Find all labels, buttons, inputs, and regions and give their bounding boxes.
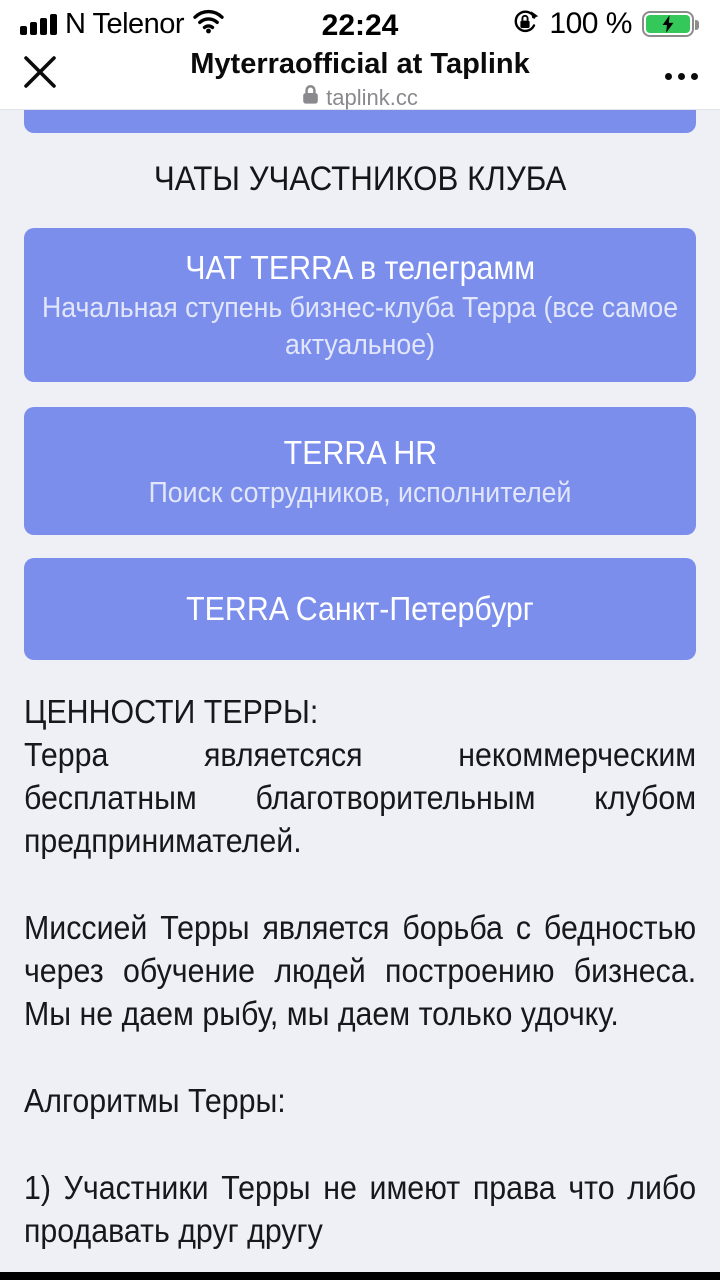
wifi-icon [192, 9, 225, 39]
status-bar-right [511, 7, 700, 41]
menu-button[interactable] [646, 62, 698, 90]
webview-content [0, 110, 720, 1280]
chat-button-terra-telegram[interactable] [24, 228, 696, 382]
values-heading: ЦЕННОСТИ ТЕРРЫ: [24, 693, 319, 730]
section-heading: ЧАТЫ УЧАСТНИКОВ КЛУБА [153, 160, 567, 198]
chat-button-terra-hr[interactable] [24, 407, 696, 535]
browser-header [0, 48, 720, 110]
chat-button-cutoff[interactable] [24, 110, 696, 133]
page-title: Myterraofficial at Taplink [190, 48, 530, 80]
chat-button-title: TERRA HR [283, 433, 437, 471]
orientation-lock-icon [511, 8, 539, 41]
carrier-label: N Telenor [65, 7, 185, 40]
values-paragraph: Терра являетсяся некоммерческим бесплатным благотворительным клубом предпринимателей. [24, 736, 697, 859]
ellipsis-icon [665, 73, 672, 80]
mission-paragraph: Миссией Терры является борьба с бедностью через обучение людей построению бизнеса. Мы не даем рыбу, мы даем только удочку. [24, 909, 697, 1032]
algorithms-item-1: 1) Участники Терры не имеют права что либо продавать друг другу [24, 1169, 697, 1249]
battery-charging-icon [642, 11, 694, 37]
bottom-edge-bar [0, 1272, 720, 1280]
chat-button-terra-spb[interactable] [24, 558, 696, 660]
algorithms-heading: Алгоритмы Терры: [24, 1082, 286, 1119]
clock: 22:24 [321, 9, 399, 42]
chat-button-title: ЧАТ TERRA в телеграмм [185, 249, 535, 286]
url-row [0, 84, 720, 111]
cellular-signal-icon [20, 13, 57, 35]
status-bar [0, 0, 720, 48]
chat-button-subtitle: Начальная ступень бизнес-клуба Терра (все самое актуальное) [41, 292, 679, 361]
status-bar-left [20, 8, 225, 41]
url-label: taplink.cc [326, 84, 418, 110]
chat-button-title: TERRA Санкт-Петербург [186, 590, 534, 627]
chat-button-subtitle: Поиск сотрудников, исполнителей [148, 476, 572, 509]
lock-icon [302, 84, 319, 111]
battery-percent-label: 100 % [549, 7, 632, 40]
about-text [24, 690, 696, 1252]
